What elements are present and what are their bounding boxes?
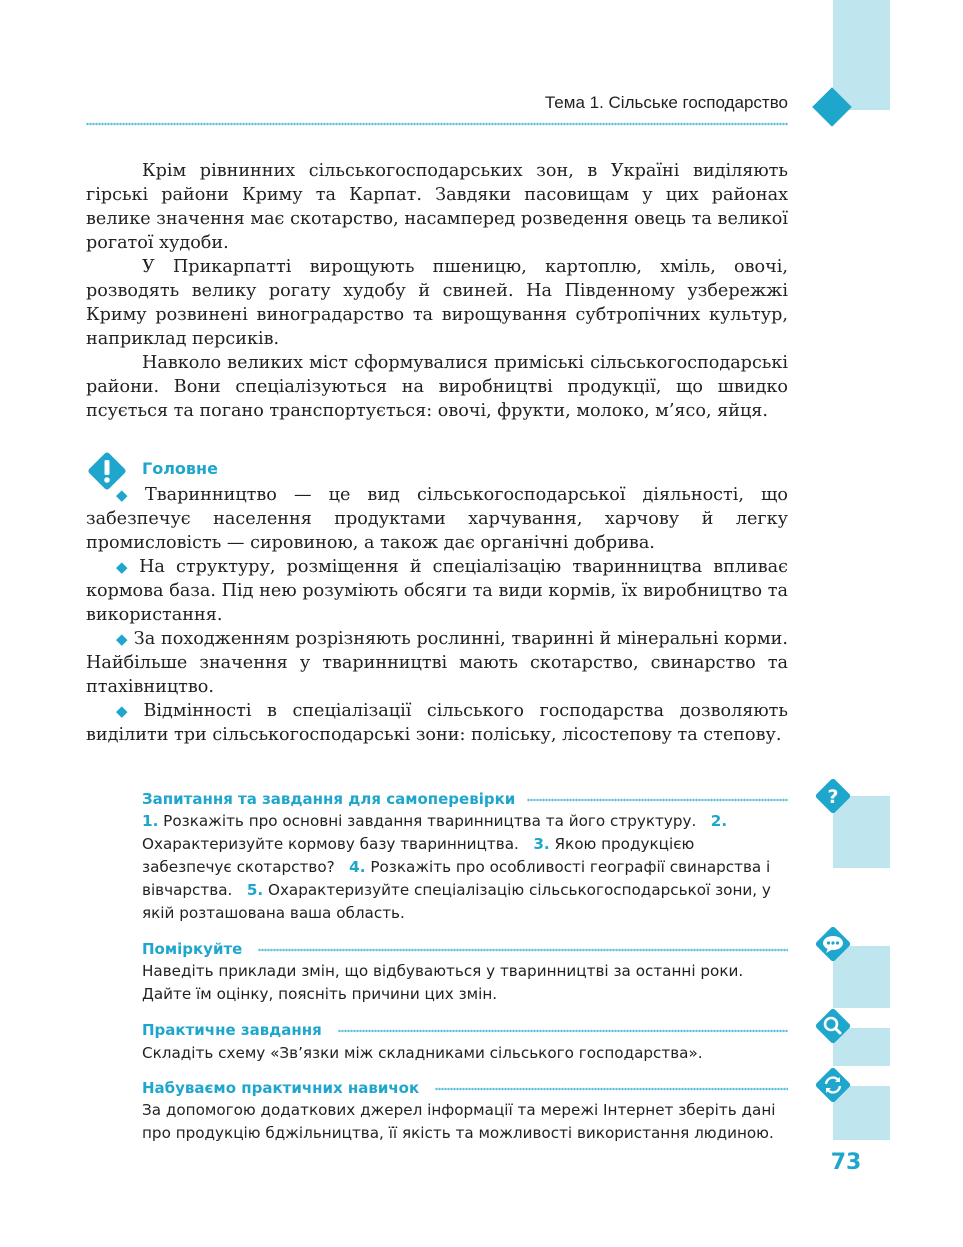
magnifier-diamond-icon: [814, 1007, 852, 1045]
think-text: Наведіть приклади змін, що відбуваються у тваринництві за останні роки. Дайте їм оцінку, поясніть причини цих змін.: [142, 962, 744, 1003]
diamond-bullet-icon: ◆: [116, 558, 134, 576]
refresh-diamond-icon: [814, 1066, 852, 1104]
skills-dotted-rule: [435, 1086, 788, 1092]
think-dotted-rule: [258, 947, 788, 953]
page-header-title: Тема 1. Сільське господарство: [544, 93, 788, 112]
main-box-item: ◆ Тваринництво — це вид сільськогосподарської діяльності, що забезпечує населення продуктами харчування, харчову й легку промисловість — сировиною, а також дає органічні добрива.: [86, 485, 788, 553]
body-paragraph: У Прикарпатті вирощують пшеницю, картоплю, хміль, овочі, розводять велику рогату худобу й свиней. На Південному узбережжі Криму розвинені виноградарство та вирощування субтропічних культур, наприклад персиків.: [86, 257, 788, 349]
speech-bubble-diamond-icon: [814, 925, 852, 963]
main-box-item: ◆ На структуру, розміщення й спеціалізацію тваринництва впливає кормова база. Під нею розуміють обсяги та види кормів, їх виробництво та використання.: [86, 557, 788, 625]
main-box-title: Головне: [142, 459, 218, 478]
question-diamond-icon: [814, 777, 852, 815]
body-paragraph: Крім рівнинних сільськогосподарських зон, в Україні виділяють гірські райони Криму та Карпат. Завдяки пасовищам у цих районах велике значення має скотарство, насамперед розведення овець та великої рогатої худоби.: [86, 161, 788, 253]
diamond-bullet-icon: ◆: [116, 486, 140, 504]
main-box-item: ◆ Відмінності в спеціалізації сільського господарства дозволяють виділити три сільськогосподарські зони: поліську, лісостепову та степову.: [86, 701, 788, 745]
skills-text: За допомогою додаткових джерел інформації та мережі Інтернет зберіть дані про продукцію бджільництва, її якість та можливості використання людиною.: [142, 1101, 776, 1142]
diamond-bullet-icon: ◆: [116, 702, 138, 720]
header-side-tab: [833, 0, 890, 110]
header-dotted-rule: [86, 121, 788, 127]
svg-text:?: ?: [827, 786, 839, 808]
questions-title: Запитання та завдання для самоперевірки: [142, 790, 516, 808]
questions-text: 1. Розкажіть про основні завдання тваринництва та його структуру. 2. Охарактеризуйте кормову базу тваринництва. 3. Якою продукцією забезпечує скотарство? 4. Розкажіть про особливості географії свинарства і вівчарства. 5. Охарактеризуйте спеціалізацію сільськогосподарської зони, у якій розташована ваша область.: [142, 812, 771, 922]
main-box-item: ◆ За походженням розрізняють рослинні, тваринні й мінеральні корми. Найбільше значення у тваринництві мають скотарство, свинарство та птахівництво.: [86, 629, 789, 697]
body-paragraph: Навколо великих міст сформувалися приміські сільськогосподарські райони. Вони спеціалізуються на виробництві продукції, що швидко псується та погано транспортується: овочі, фрукти, молоко, м’ясо, яйця.: [86, 353, 788, 421]
page-number: 73: [830, 1150, 862, 1175]
diamond-bullet-icon: ◆: [116, 630, 128, 648]
think-title: Поміркуйте: [142, 940, 243, 958]
practical-text: Складіть схему «Зв’язки між складниками сільського господарства».: [142, 1044, 703, 1062]
practical-dotted-rule: [338, 1028, 788, 1034]
skills-title: Набуваємо практичних навичок: [142, 1079, 420, 1097]
practical-title: Практичне завдання: [142, 1021, 322, 1039]
questions-dotted-rule: [527, 797, 788, 803]
